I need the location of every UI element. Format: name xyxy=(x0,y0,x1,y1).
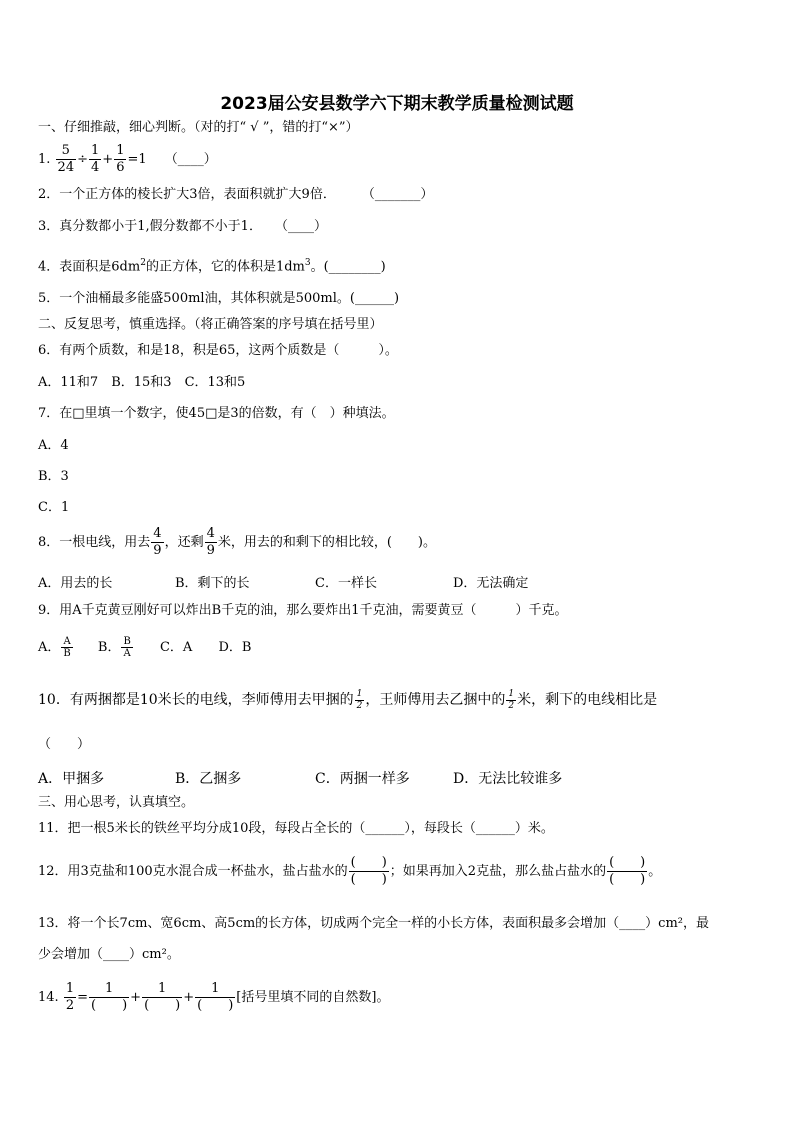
question-13-line-2: 少会增加（____）cm²。 xyxy=(38,947,180,962)
fraction: $\frac{1}{6}$ xyxy=(116,143,125,175)
question-8-option-d: D．无法确定 xyxy=(453,576,529,591)
fraction: $\frac{B}{A}$ xyxy=(123,636,131,659)
question-8: 8．一根电线，用去 $\frac{4}{9}$ ，还剩 $\frac{4}{9}$ 米，用去的和剩下的相比较，( )。 xyxy=(38,526,437,558)
fraction-blank[interactable]: $\frac{1}{( )}$ xyxy=(144,981,181,1013)
question-7-option-b: B．3 xyxy=(38,469,69,484)
question-2: 2．一个正方体的棱长扩大3倍，表面积就扩大9倍． （_______） xyxy=(38,187,434,202)
question-11: 11．把一根5米长的铁丝平均分成10段，每段占全长的（______），每段长（______）米。 xyxy=(38,821,554,836)
fraction: $\frac{1}{2}$ xyxy=(508,688,515,711)
fraction-blank[interactable]: $\frac{( )}{( )}$ xyxy=(609,855,646,887)
question-8-option-b: B．剩下的长 xyxy=(175,576,250,591)
fraction: $\frac{1}{4}$ xyxy=(91,143,100,175)
question-10-paren[interactable]: （ ） xyxy=(38,737,91,752)
question-7-option-a: A．4 xyxy=(38,438,69,453)
question-10: 10．有两捆都是10米长的电线，李师傅用去甲捆的 $\frac{1}{2}$ ，王师傅用去乙捆中的 $\frac{1}{2}$ 米，剩下的电线相比是 xyxy=(38,688,658,711)
question-9: 9．用A千克黄豆刚好可以炸出B千克的油，那么要炸出1千克油，需要黄豆（ ）千克。 xyxy=(38,603,568,618)
question-14: 14. $\frac{1}{2}$ = $\frac{1}{( )}$ + $\frac{1}{( )}$ + $\frac{1}{( )}$ [括号里填不同的自然数]。 xyxy=(38,981,390,1013)
question-7-option-c: C．1 xyxy=(38,500,70,515)
question-8-option-c: C．一样长 xyxy=(315,576,377,591)
section-1-heading: 一、仔细推敲，细心判断。（对的打“ √ ”，错的打“×”） xyxy=(38,120,359,135)
question-10-option-c: C．两捆一样多 xyxy=(315,771,410,787)
fraction: $\frac{4}{9}$ xyxy=(153,526,162,558)
fraction-blank[interactable]: $\frac{1}{( )}$ xyxy=(91,981,128,1013)
fraction-blank[interactable]: $\frac{( )}{( )}$ xyxy=(350,855,387,887)
question-10-option-a: A．甲捆多 xyxy=(38,771,105,787)
fraction: $\frac{5}{24}$ xyxy=(57,143,75,175)
question-10-option-d: D．无法比较谁多 xyxy=(453,771,563,787)
section-2-heading: 二、反复思考，慎重选择。（将正确答案的序号填在括号里） xyxy=(38,317,383,332)
question-12: 12．用3克盐和100克水混合成一杯盐水，盐占盐水的 $\frac{( )}{( )}$ ；如果再加入2克盐，那么盐占盐水的 $\frac{( )}{( )}$ 。 xyxy=(38,855,662,887)
answer-paren[interactable]: （____） xyxy=(164,152,217,167)
question-7: 7．在□里填一个数字，使45□是3的倍数，有（ ）种填法。 xyxy=(38,406,395,421)
page-title: 2023届公安县数学六下期末教学质量检测试题 xyxy=(220,94,574,114)
question-1: 1. $\frac{5}{24}$ ÷ $\frac{1}{4}$ + $\frac{1}{6}$ =1 （____） xyxy=(38,143,217,175)
fraction: $\frac{1}{2}$ xyxy=(65,981,75,1013)
fraction: $\frac{A}{B}$ xyxy=(63,636,71,659)
question-9-options: A． $\frac{A}{B}$ B． $\frac{B}{A}$ C．A D．B xyxy=(38,636,252,659)
fraction-blank[interactable]: $\frac{1}{( )}$ xyxy=(197,981,234,1013)
question-5: 5．一个油桶最多能盛500ml油，其体积就是500ml。(______) xyxy=(38,291,400,306)
question-3: 3．真分数都小于1,假分数都不小于1． （____） xyxy=(38,219,327,234)
question-6: 6．有两个质数，和是18，积是65，这两个质数是（ ）。 xyxy=(38,343,398,358)
fraction: $\frac{1}{2}$ xyxy=(356,688,363,711)
fraction: $\frac{4}{9}$ xyxy=(206,526,215,558)
question-4: 4．表面积是$6dm^2$的正方体，它的体积是$1dm^3$。(________) xyxy=(38,258,386,275)
question-10-option-b: B．乙捆多 xyxy=(175,771,242,787)
question-8-option-a: A．用去的长 xyxy=(38,576,113,591)
section-3-heading: 三、用心思考，认真填空。 xyxy=(38,795,195,810)
question-13-line-1: 13．将一个长7cm、宽6cm、高5cm的长方体，切成两个完全一样的小长方体，表面积最多会增加（____）cm²，最 xyxy=(38,916,709,931)
question-6-options: A．11和7 B．15和3 C．13和5 xyxy=(38,375,246,390)
